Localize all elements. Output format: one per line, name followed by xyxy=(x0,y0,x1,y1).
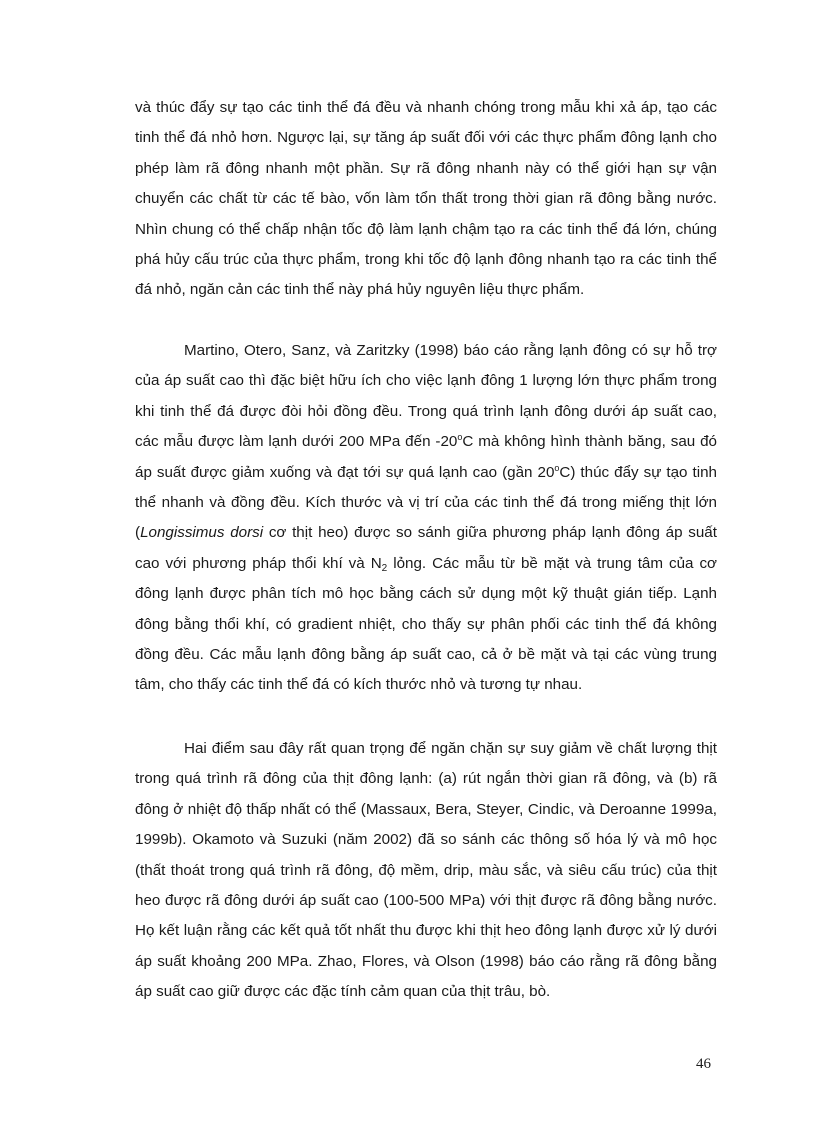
paragraph-text: lỏng. Các mẫu từ bề mặt và trung tâm của cơ đông lạnh được phân tích mô học bằng cách sử dụng một kỹ thuật gián tiếp. Lạnh đông bằng thổi khí, có gradient nhiệt, cho thấy sự phân phối các tinh thể đá không đồng đều. Các mẫu lạnh đông bằng áp suất cao, cả ở bề mặt và tại các vùng trung tâm, cho thấy các tinh thể đá có kích thước nhỏ và tương tự nhau. xyxy=(135,554,718,694)
paragraph-thawing: Hai điểm sau đây rất quan trọng để ngăn chặn sự suy giảm về chất lượng thịt trong quá trình rã đông của thịt đông lạnh: (a) rút ngắn thời gian rã đông, và (b) rã đông ở nhiệt độ thấp nhất có thể (Massaux, Bera, Steyer, Cindic, và Deroanne 1999a, 1999b). Okamoto và Suzuki (năm 2002) đã so sánh các thông số hóa lý và mô học (thất thoát trong quá trình rã đông, độ mềm, drip, màu sắc, và siêu cấu trúc) của thịt heo được rã đông dưới áp suất cao (100-500 MPa) với thịt được rã đông bằng nước. Họ kết luận rằng các kết quả tốt nhất thu được khi thịt heo đông lạnh được xử lý dưới áp suất khoảng 200 MPa. Zhao, Flores, và Olson (1998) báo cáo rằng rã đông bằng áp suất cao giữ được các đặc tính cảm quan của thịt trâu, bò. xyxy=(135,740,717,1001)
species-name-italic: Longissimus dorsi xyxy=(140,524,264,542)
page-number: 46 xyxy=(696,1056,711,1072)
paragraph-text: C) thúc đẩy sự tạo tinh thể nhanh và đồng đều. Kích thước và vị trí của các tinh thể đá trong miếng thịt lớn ( xyxy=(135,463,717,542)
paragraph-martino xyxy=(135,336,717,701)
paragraph-text: C mà không hình thành băng, sau đó áp suất được giảm xuống và đạt tới sự quá lạnh cao (gần 20 xyxy=(135,433,718,481)
paragraph-text: Martino, Otero, Sanz, và Zaritzky (1998) báo cáo rằng lạnh đông có sự hỗ trợ của áp suất cao thì đặc biệt hữu ích cho việc lạnh đông 1 lượng lớn thực phẩm trong khi tinh thể đá được đòi hỏi đồng đều. Trong quá trình lạnh đông dưới áp suất cao, các mẫu được làm lạnh dưới 200 MPa đến -20 xyxy=(135,342,717,451)
paragraph-continuation: và thúc đẩy sự tạo các tinh thể đá đều và nhanh chóng trong mẫu khi xả áp, tạo các tinh thể đá nhỏ hơn. Ngược lại, sự tăng áp suất đối với các thực phẩm đông lạnh cho phép làm rã đông nhanh một phần. Sự rã đông nhanh này có thể giới hạn sự vận chuyển các chất từ các tế bào, vốn làm tổn thất trong thời gian rã đông bằng nước. Nhìn chung có thể chấp nhận tốc độ làm lạnh chậm tạo ra các tinh thể đá lớn, chúng phá hủy cấu trúc của thực phẩm, trong khi tốc độ lạnh đông nhanh tạo ra các tinh thể đá nhỏ, ngăn cản các tinh thể này phá hủy nguyên liệu thực phẩm. xyxy=(135,99,717,299)
degree-superscript: o xyxy=(554,462,560,473)
nitrogen-subscript: 2 xyxy=(381,562,388,574)
degree-superscript: o xyxy=(457,432,463,443)
paragraph-text: cơ thịt heo) được so sánh giữa phương pháp lạnh đông áp suất cao với phương pháp thổi khí và N xyxy=(135,524,717,572)
